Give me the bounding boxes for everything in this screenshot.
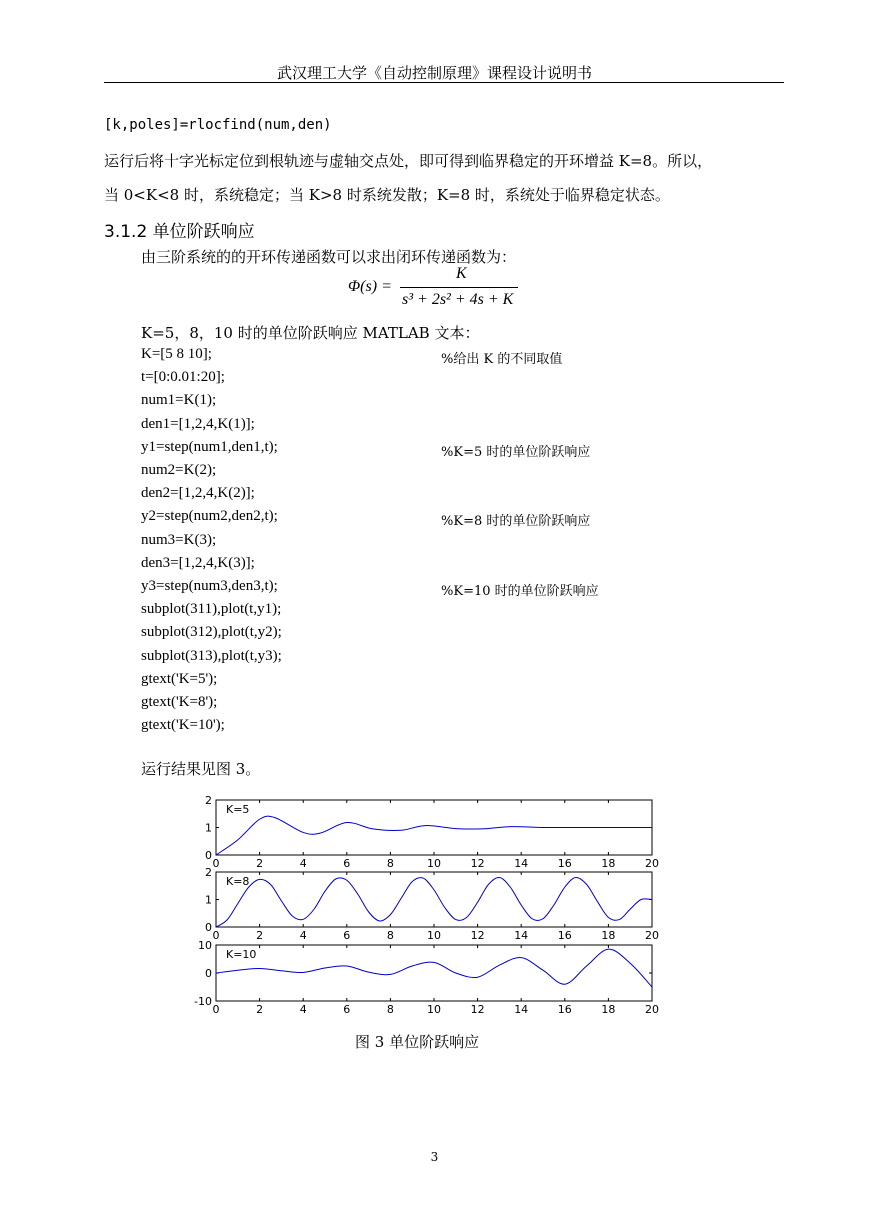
y-tick-label: 2: [205, 794, 212, 807]
code-line: subplot(313),plot(t,y3);: [141, 648, 282, 664]
code-line: gtext('K=5');: [141, 671, 218, 687]
x-tick-label: 2: [256, 1003, 264, 1016]
y-tick-label: 0: [205, 967, 212, 980]
x-tick-label: 10: [427, 1003, 441, 1016]
curve-annotation: K=8: [226, 875, 250, 888]
x-tick-label: 0: [212, 929, 220, 942]
code-line: den1=[1,2,4,K(1)];: [141, 416, 255, 432]
x-tick-label: 20: [645, 857, 659, 870]
formula-numerator: K: [456, 265, 467, 282]
x-tick-label: 4: [299, 857, 307, 870]
code-line: gtext('K=8');: [141, 694, 218, 710]
curve-annotation: K=5: [226, 803, 250, 816]
code-line: t=[0:0.01:20];: [141, 369, 225, 385]
code-intro: K=5，8，10 时的单位阶跃响应 MATLAB 文本：: [141, 324, 480, 342]
x-tick-label: 10: [427, 929, 441, 942]
x-tick-label: 2: [256, 857, 264, 870]
x-tick-label: 14: [514, 857, 529, 870]
y-tick-label: -10: [194, 995, 212, 1008]
code-line: subplot(311),plot(t,y1);: [141, 601, 282, 617]
code-line: subplot(312),plot(t,y2);: [141, 624, 282, 640]
plot-frame: [216, 872, 652, 927]
x-tick-label: 20: [645, 929, 659, 942]
formula-denominator: s³ + 2s² + 4s + K: [402, 291, 514, 308]
page-header-title: 武汉理工大学《自动控制原理》课程设计说明书: [276, 64, 592, 82]
code-line: num2=K(2);: [141, 462, 217, 478]
fraction-bar: [400, 287, 518, 288]
transfer-function-formula: [348, 265, 528, 311]
plot-frame: [216, 945, 652, 1001]
x-tick-label: 18: [601, 857, 616, 870]
formula-lhs: Φ(s) =: [348, 278, 392, 295]
paragraph-line: 运行后将十字光标定位到根轨迹与虚轴交点处，即可得到临界稳定的开环增益 K=8。所以，: [104, 152, 713, 170]
section-heading: 3.1.2 单位阶跃响应: [104, 222, 255, 242]
y-tick-label: 0: [205, 921, 212, 934]
x-tick-label: 16: [557, 1003, 572, 1016]
code-line: y3=step(num3,den3,t);: [141, 578, 278, 594]
x-tick-label: 12: [470, 1003, 485, 1016]
code-line: y2=step(num2,den2,t);: [141, 508, 278, 524]
x-tick-label: 6: [343, 929, 351, 942]
figure-caption: 图 3 单位阶跃响应: [355, 1033, 480, 1051]
y-tick-label: 1: [205, 821, 212, 835]
y-tick-label: 2: [205, 866, 212, 879]
x-tick-label: 14: [514, 1003, 529, 1016]
page-number: 3: [430, 1150, 439, 1164]
paragraph-line: 由三阶系统的的开环传递函数可以求出闭环传递函数为：: [141, 248, 517, 266]
code-comment: %给出 K 的不同取值: [441, 352, 563, 367]
x-tick-label: 8: [386, 857, 394, 870]
result-text: 运行结果见图 3。: [141, 760, 261, 778]
x-tick-label: 4: [299, 1003, 307, 1016]
curve-annotation: K=10: [226, 948, 257, 961]
x-tick-label: 0: [212, 857, 220, 870]
rlocfind-code-line: [k,poles]=rlocfind(num,den): [104, 117, 332, 133]
code-line: num1=K(1);: [141, 392, 217, 408]
x-tick-label: 2: [256, 929, 264, 942]
x-tick-label: 20: [645, 1003, 659, 1016]
x-tick-label: 18: [601, 929, 616, 942]
code-line: gtext('K=10');: [141, 717, 225, 733]
y-tick-label: 0: [205, 849, 212, 862]
code-line: num3=K(3);: [141, 532, 217, 548]
x-tick-label: 4: [299, 929, 307, 942]
step-response-figure: [190, 790, 670, 1020]
code-comment: %K=5 时的单位阶跃响应: [441, 445, 591, 460]
code-line: den3=[1,2,4,K(3)];: [141, 555, 255, 571]
x-tick-label: 12: [470, 857, 485, 870]
x-tick-label: 0: [212, 1003, 220, 1016]
code-line: K=[5 8 10];: [141, 346, 212, 362]
x-tick-label: 14: [514, 929, 529, 942]
x-tick-label: 6: [343, 857, 351, 870]
x-tick-label: 8: [386, 1003, 394, 1016]
x-tick-label: 16: [557, 929, 572, 942]
code-comment: %K=10 时的单位阶跃响应: [441, 584, 599, 599]
x-tick-label: 6: [343, 1003, 351, 1016]
y-tick-label: 1: [205, 893, 212, 907]
y-tick-label: 10: [198, 939, 212, 952]
code-line: den2=[1,2,4,K(2)];: [141, 485, 255, 501]
x-tick-label: 10: [427, 857, 441, 870]
x-tick-label: 18: [601, 1003, 616, 1016]
x-tick-label: 16: [557, 857, 572, 870]
paragraph-line: 当 0<K<8 时，系统稳定；当 K>8 时系统发散；K=8 时，系统处于临界稳定状态。: [104, 186, 670, 204]
code-comment: %K=8 时的单位阶跃响应: [441, 514, 591, 529]
x-tick-label: 12: [470, 929, 485, 942]
header-divider: [104, 82, 784, 83]
x-tick-label: 8: [386, 929, 394, 942]
code-line: y1=step(num1,den1,t);: [141, 439, 278, 455]
